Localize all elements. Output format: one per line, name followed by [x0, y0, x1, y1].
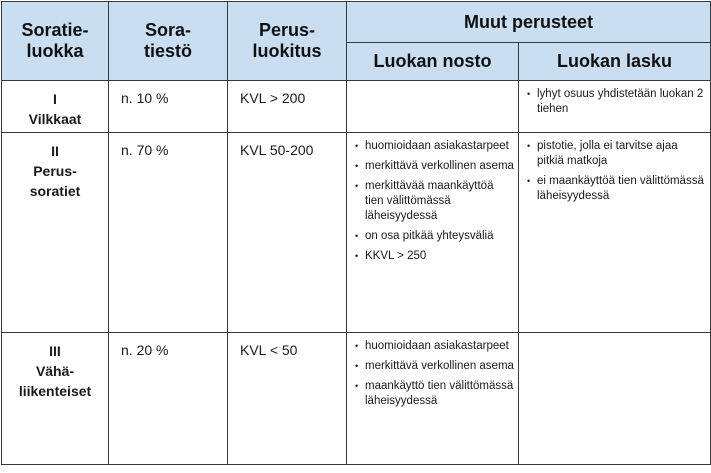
header-share: Sora- tiestö	[109, 2, 228, 81]
header-other-criteria: Muut perusteet	[347, 2, 711, 43]
criterion-item: • ei maankäyttöä tien välittömässä läheisyydessä	[527, 174, 706, 204]
criterion-item: • maankäyttö tien välittömässä läheisyydessä	[355, 379, 514, 409]
header-class: Soratie- luokka	[2, 2, 109, 81]
criterion-item: • merkittävää maankäyttöä tien välittömässä läheisyydessä	[355, 179, 514, 224]
criterion-item: • KKVL > 250	[355, 249, 514, 264]
road-class-table	[1, 1, 711, 465]
share-cell: n. 10 %	[109, 81, 228, 133]
basis-cell: KVL 50-200	[228, 133, 347, 333]
basis-cell: KVL < 50	[228, 333, 347, 465]
raise-cell	[347, 81, 519, 133]
raise-cell	[347, 133, 519, 333]
raise-cell	[347, 333, 519, 465]
class-cell	[2, 133, 109, 333]
class-name: Perus- soratiet	[29, 163, 81, 199]
criterion-item: • merkittävä verkollinen asema	[355, 359, 514, 374]
lower-cell	[519, 333, 711, 465]
table-row	[2, 81, 711, 133]
lower-cell	[519, 81, 711, 133]
share-cell: n. 70 %	[109, 133, 228, 333]
lower-cell	[519, 133, 711, 333]
class-number: III	[49, 343, 61, 359]
class-cell	[2, 333, 109, 465]
criterion-item: • on osa pitkää yhteysväliä	[355, 229, 514, 244]
criterion-item: • huomioidaan asiakastarpeet	[355, 139, 514, 154]
class-name: Vähä- liikenteiset	[18, 363, 92, 399]
class-number: II	[51, 143, 59, 159]
class-cell	[2, 81, 109, 133]
table-row	[2, 133, 711, 333]
basis-cell: KVL > 200	[228, 81, 347, 133]
criterion-item: • pistotie, jolla ei tarvitse ajaa pitkiä matkoja	[527, 139, 706, 169]
share-cell: n. 20 %	[109, 333, 228, 465]
criterion-item: • merkittävä verkollinen asema	[355, 159, 514, 174]
header-basis: Perus- luokitus	[228, 2, 347, 81]
header-class-lower: Luokan lasku	[519, 43, 711, 81]
class-name: Vilkkaat	[28, 111, 82, 127]
criterion-item: • huomioidaan asiakastarpeet	[355, 339, 514, 354]
class-number: I	[53, 91, 57, 107]
header-class-raise: Luokan nosto	[347, 43, 519, 81]
criterion-item: • lyhyt osuus yhdistetään luokan 2 tiehen	[527, 87, 706, 117]
table-row	[2, 333, 711, 465]
